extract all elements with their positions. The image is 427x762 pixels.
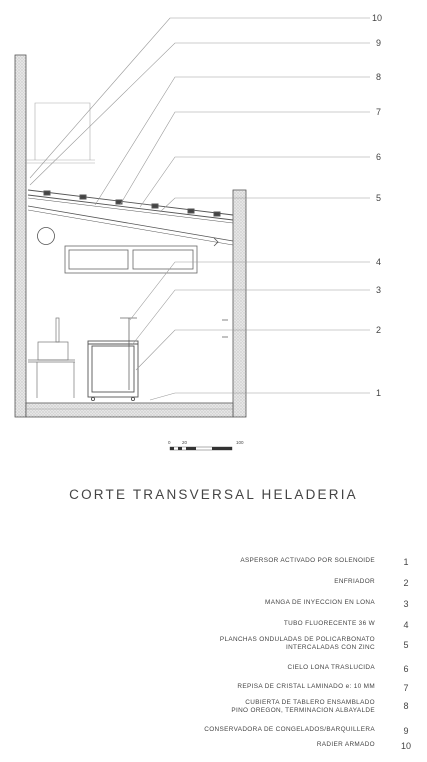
callout-9: 9: [376, 38, 382, 48]
legend-number: 2: [403, 578, 409, 588]
callout-10: 10: [372, 13, 383, 23]
leader-lines: [30, 18, 370, 400]
left-wall: [15, 55, 26, 417]
legend-text: REPISA DE CRISTAL LAMINADO e: 10 MM: [237, 683, 375, 690]
drawing-title: CORTE TRANSVERSAL HELADERIA: [69, 487, 358, 502]
callout-6: 6: [376, 152, 382, 162]
legend-text: TUBO FLUORECENTE 36 W: [283, 620, 375, 627]
floor-slab: [26, 403, 233, 417]
scale-bar: [168, 440, 244, 450]
legend-number: 9: [403, 726, 409, 736]
scale-label-100: 100: [236, 440, 244, 445]
legend-text: MANGA DE INYECCION EN LONA: [265, 599, 375, 606]
callout-4: 4: [376, 257, 382, 267]
callout-3: 3: [376, 285, 382, 295]
callout-8: 8: [376, 72, 382, 82]
glass-shelf: [65, 246, 197, 273]
legend-number: 6: [403, 664, 409, 674]
callout-numbers: [372, 13, 382, 398]
callout-1: 1: [376, 388, 382, 398]
callout-2: 2: [376, 325, 382, 335]
scale-label-0: 0: [168, 440, 171, 445]
legend-text: CUBIERTA DE TABLERO ENSAMBLADO PINO OREGON, TERMINACION ALBAYALDE: [231, 699, 375, 714]
legend-text: ASPERSOR ACTIVADO POR SOLENOIDE: [240, 557, 375, 564]
legend-number: 8: [403, 701, 409, 711]
legend-number: 10: [400, 741, 411, 751]
fluorescent-tube: [38, 228, 55, 245]
legend-number: 5: [403, 640, 409, 650]
cooler: [120, 318, 228, 390]
legend-text: RADIER ARMADO: [316, 741, 375, 748]
scale-label-20: 20: [182, 440, 188, 445]
legend-number: 1: [403, 557, 409, 567]
legend-text: ENFRIADOR: [334, 578, 375, 585]
freezer-unit: [88, 341, 138, 401]
background-building: [26, 103, 95, 163]
legend-text: CIELO LONA TRASLUCIDA: [287, 664, 375, 671]
callout-7: 7: [376, 107, 382, 117]
legend-number: 4: [403, 620, 409, 630]
legend-text: CONSERVADORA DE CONGELADOS/BARQUILLERA: [204, 726, 375, 733]
legend-number: 7: [403, 683, 409, 693]
callout-5: 5: [376, 193, 382, 203]
left-equipment: [28, 318, 75, 398]
right-wall: [233, 190, 246, 417]
legend-text: PLANCHAS ONDULADAS DE POLICARBONATO INTERCALADAS CON ZINC: [219, 636, 375, 651]
legend-number: 3: [403, 599, 409, 609]
